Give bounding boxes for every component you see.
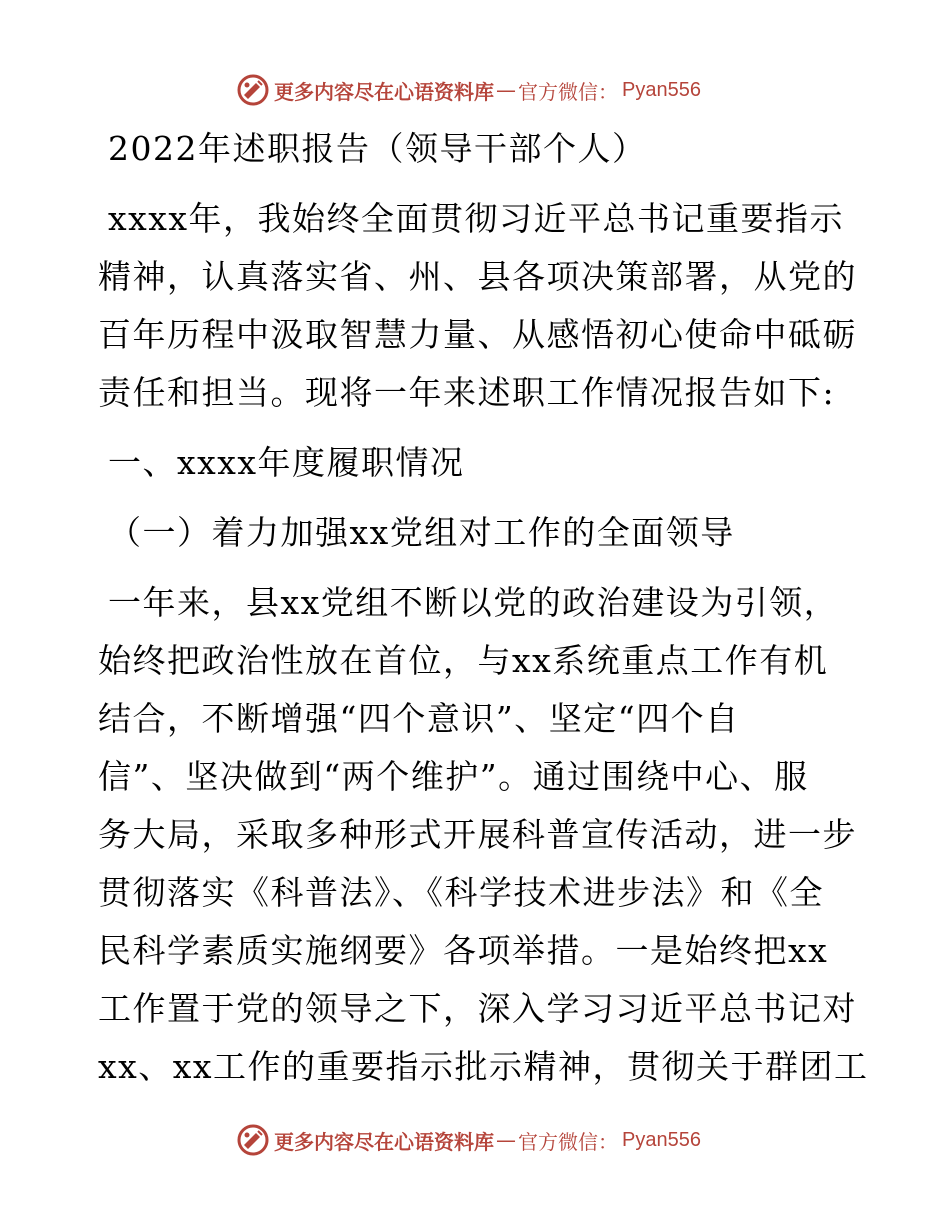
body-line-5: 务大局，采取多种形式开展科普宣传活动，进一步 bbox=[98, 815, 857, 854]
watermark-separator: — bbox=[496, 78, 516, 102]
watermark-separator: — bbox=[496, 1128, 516, 1152]
header-watermark bbox=[236, 72, 701, 108]
watermark-text: 更多内容尽在心语资料库 bbox=[274, 79, 494, 104]
intro-line-4: 责任和担当。现将一年来述职工作情况报告如下: bbox=[98, 373, 836, 412]
intro-line-1: xxxx年，我始终全面贯彻习近平总书记重要指示 bbox=[108, 199, 844, 238]
brand-logo-icon bbox=[236, 73, 270, 107]
watermark-wechat-id: Pyan556 bbox=[622, 1128, 701, 1151]
body-line-3: 结合，不断增强“四个意识”、坚定“四个自 bbox=[98, 699, 740, 738]
body-line-8: 工作置于党的领导之下，深入学习习近平总书记对 bbox=[98, 989, 857, 1028]
watermark-official-label: 官方微信： bbox=[518, 79, 618, 104]
section-heading-1: 一、xxxx年度履职情况 bbox=[108, 443, 465, 482]
body-line-7: 民科学素质实施纲要》各项举措。一是始终把xx bbox=[98, 931, 829, 970]
intro-line-3: 百年历程中汲取智慧力量、从感悟初心使命中砥砺 bbox=[98, 315, 857, 354]
body-line-4: 信”、坚决做到“两个维护”。通过围绕中心、服 bbox=[98, 757, 809, 796]
body-line-6: 贯彻落实《科普法》、《科学技术进步法》和《全 bbox=[98, 873, 824, 912]
watermark-text: 更多内容尽在心语资料库 bbox=[274, 1129, 494, 1154]
document-title: 2022年述职报告（领导干部个人） bbox=[108, 129, 647, 168]
brand-logo-icon bbox=[236, 1123, 270, 1157]
watermark-wechat-id: Pyan556 bbox=[622, 78, 701, 101]
footer-watermark bbox=[236, 1122, 701, 1158]
watermark-official-label: 官方微信： bbox=[518, 1129, 618, 1154]
document-body bbox=[98, 120, 869, 1096]
body-line-1: 一年来，县xx党组不断以党的政治建设为引领， bbox=[108, 583, 839, 622]
intro-line-2: 精神，认真落实省、州、县各项决策部署，从党的 bbox=[98, 257, 857, 296]
subsection-heading-1: （一）着力加强xx党组对工作的全面领导 bbox=[108, 513, 735, 552]
body-line-2: 始终把政治性放在首位，与xx系统重点工作有机 bbox=[98, 641, 829, 680]
body-line-9: xx、xx工作的重要指示批示精神，贯彻关于群团工 bbox=[98, 1047, 869, 1086]
